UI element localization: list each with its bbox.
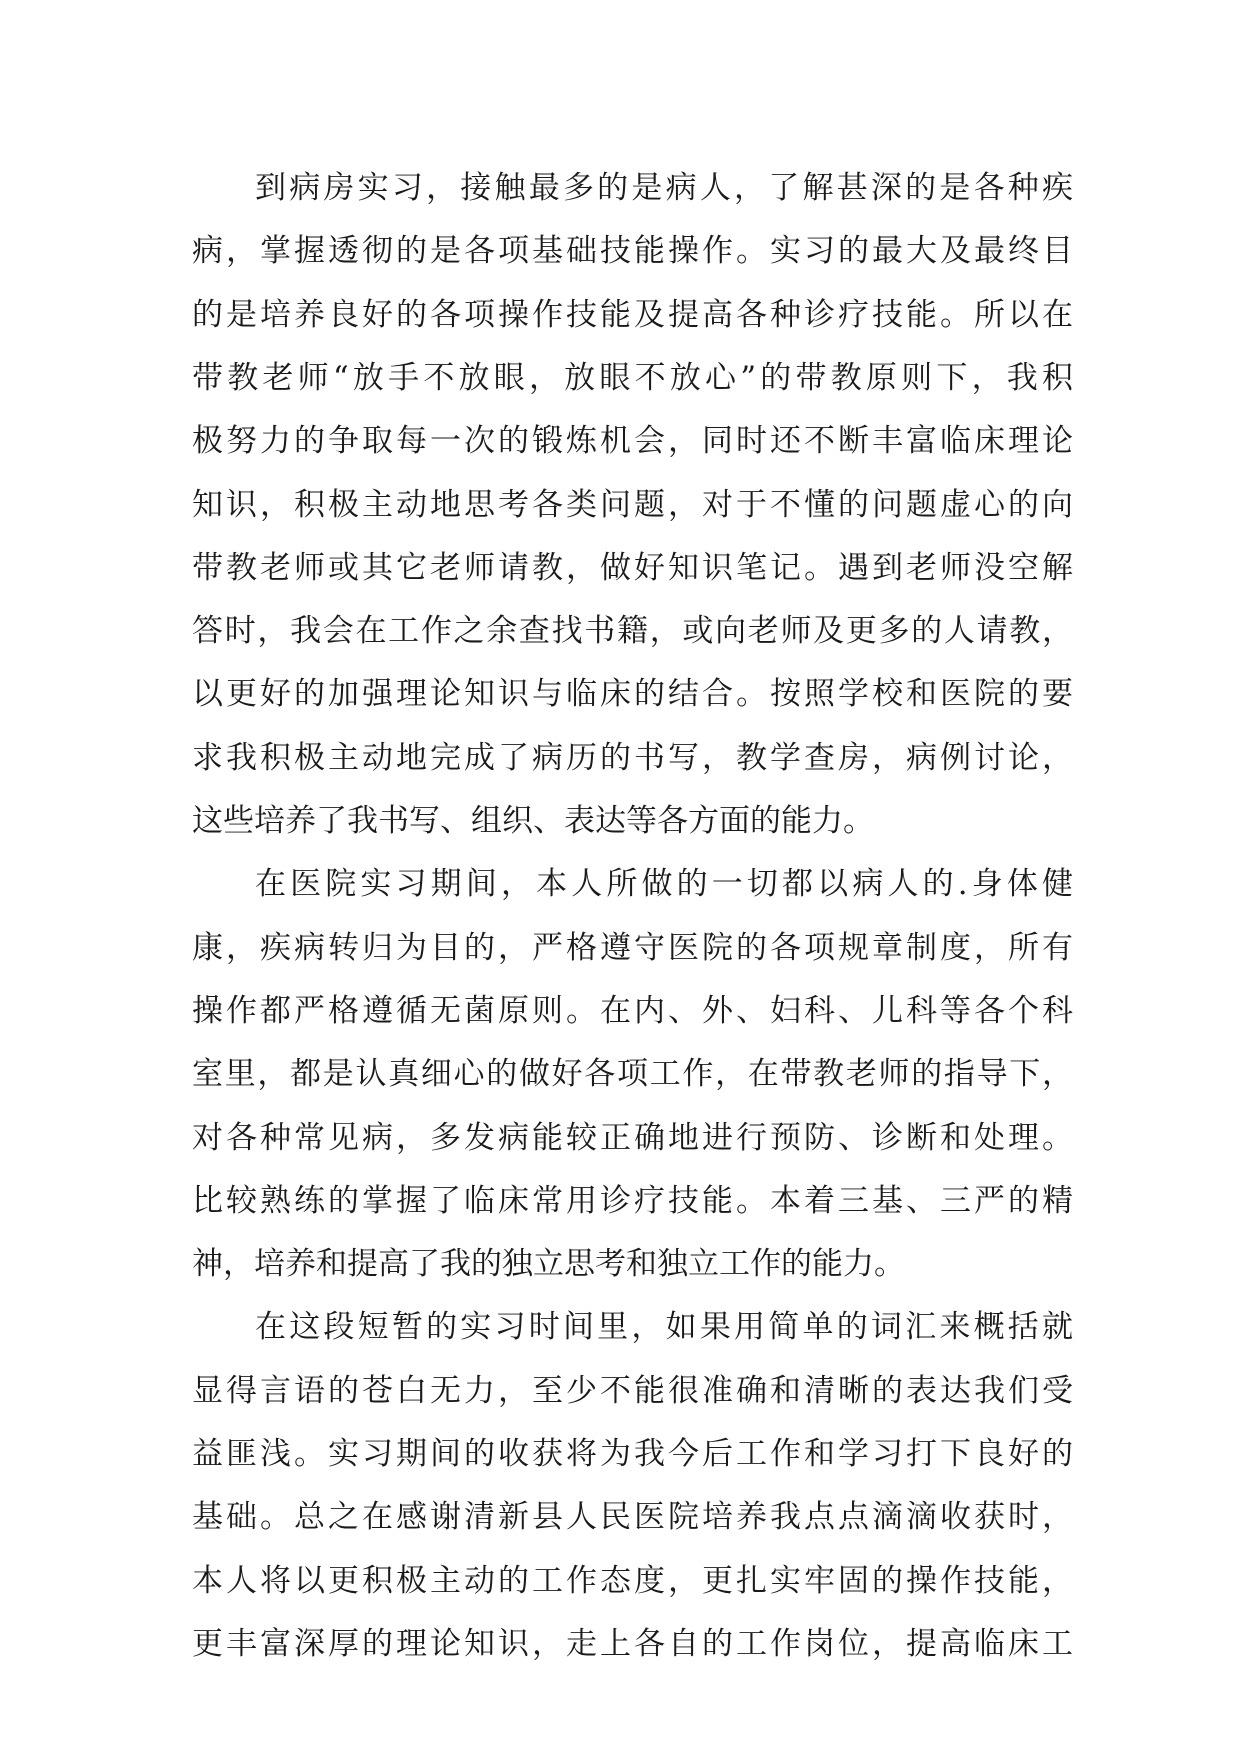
paragraph-line: 基础。总之在感谢清新县人民医院培养我点点滴滴收获时， [192, 1499, 1073, 1535]
paragraph-line: 的是培养良好的各项操作技能及提高各种诊疗技能。所以在 [192, 297, 1073, 333]
paragraph-line: 室里，都是认真细心的做好各项工作，在带教老师的指导下， [192, 1056, 1073, 1092]
paragraph-line: 操作都严格遵循无菌原则。在内、外、妇科、儿科等各个科 [192, 993, 1073, 1029]
text-line [0, 485, 1241, 551]
text-line [0, 674, 1241, 740]
text-line [0, 1118, 1241, 1184]
text-line [0, 548, 1241, 614]
paragraph-line: 这些培养了我书写、组织、表达等各方面的能力。 [192, 803, 874, 839]
text-line [0, 738, 1241, 804]
paragraph-line: 对各种常见病，多发病能较正确地进行预防、诊断和处理。 [192, 1120, 1073, 1156]
text-line [0, 421, 1241, 487]
paragraph-line: 病，掌握透彻的是各项基础技能操作。实习的最大及最终目 [192, 233, 1073, 269]
text-line [0, 1371, 1241, 1437]
text-line [0, 358, 1241, 424]
text-line [0, 928, 1241, 994]
text-line [0, 1181, 1241, 1247]
paragraph-line: 本人将以更积极主动的工作态度，更扎实牢固的操作技能， [192, 1563, 1073, 1599]
text-line [0, 801, 1241, 867]
paragraph-line: 求我积极主动地完成了病历的书写，教学查房，病例讨论， [192, 740, 1073, 776]
text-line [0, 1244, 1241, 1310]
paragraph-line: 更丰富深厚的理论知识，走上各自的工作岗位，提高临床工 [192, 1626, 1073, 1662]
text-line [0, 991, 1241, 1057]
text-line [0, 611, 1241, 677]
text-line [0, 1054, 1241, 1120]
text-line [0, 1624, 1241, 1690]
paragraph-line: 以更好的加强理论知识与临床的结合。按照学校和医院的要 [192, 676, 1073, 712]
paragraph-first-line: 在医院实习期间，本人所做的一切都以病人的.身体健 [255, 866, 1073, 902]
paragraph-line: 知识，积极主动地思考各类问题，对于不懂的问题虚心的向 [192, 487, 1073, 523]
paragraph-line: 康，疾病转归为目的，严格遵守医院的各项规章制度，所有 [192, 930, 1073, 966]
paragraph-line: 神，培养和提高了我的独立思考和独立工作的能力。 [192, 1246, 905, 1282]
text-line [0, 1434, 1241, 1500]
paragraph-line: 带教老师或其它老师请教，做好知识笔记。遇到老师没空解 [192, 550, 1073, 586]
paragraph-line: 答时，我会在工作之余查找书籍，或向老师及更多的人请教， [192, 613, 1073, 649]
text-line [0, 295, 1241, 361]
text-line [0, 864, 1241, 930]
paragraph-line: 比较熟练的掌握了临床常用诊疗技能。本着三基、三严的精 [192, 1183, 1073, 1219]
paragraph-first-line: 在这段短暂的实习时间里，如果用简单的词汇来概括就 [255, 1309, 1073, 1345]
text-line [0, 1307, 1241, 1373]
paragraph-line: 带教老师“放手不放眼，放眼不放心”的带教原则下，我积 [192, 360, 1073, 396]
paragraph-first-line: 到病房实习，接触最多的是病人，了解甚深的是各种疾 [255, 170, 1073, 206]
paragraph-line: 显得言语的苍白无力，至少不能很准确和清晰的表达我们受 [192, 1373, 1073, 1409]
text-line [0, 231, 1241, 297]
paragraph-line: 极努力的争取每一次的锻炼机会，同时还不断丰富临床理论 [192, 423, 1073, 459]
paragraph-line: 益匪浅。实习期间的收获将为我今后工作和学习打下良好的 [192, 1436, 1073, 1472]
text-line [0, 1497, 1241, 1563]
text-line [0, 168, 1241, 234]
text-line [0, 1561, 1241, 1627]
